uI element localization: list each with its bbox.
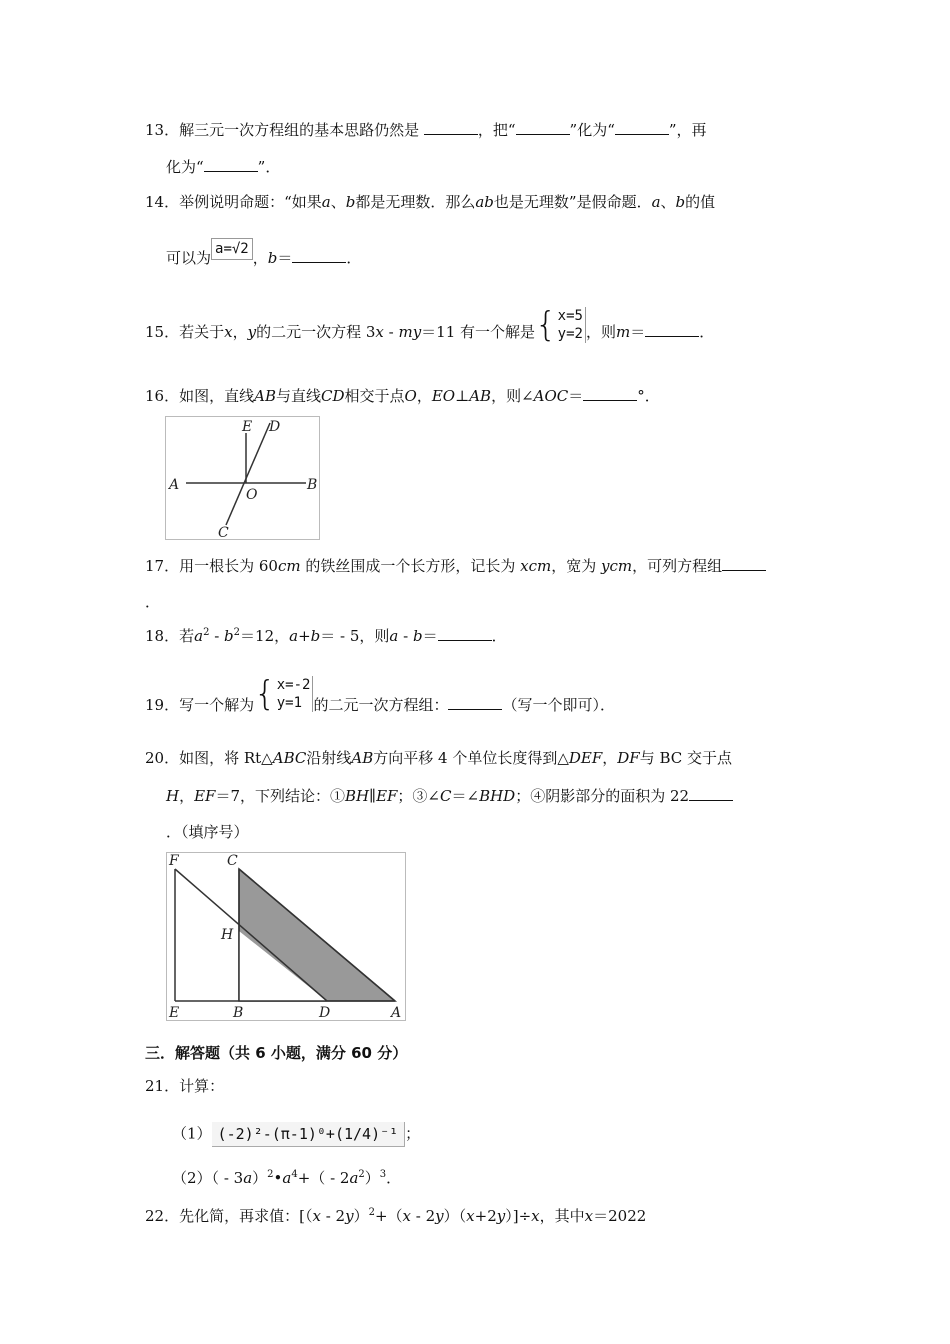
label-b: B (233, 1005, 244, 1021)
q13-number: 13． (145, 121, 180, 139)
label-d: D (269, 419, 281, 435)
q16-line: 16．如图，直线AB与直线CD相交于点O，EO⊥AB，则∠AOC＝ °． (145, 387, 660, 405)
q13-line2: 化为“ ”． (166, 158, 281, 176)
q16-figure (165, 416, 320, 540)
label-e: E (169, 1005, 180, 1021)
q19-line: 19．写一个解为 { x=-2 y=1 的二元一次方程组： （写一个即可）． (145, 674, 615, 714)
sqrt-expression: a=√2 (211, 238, 253, 260)
q18-number: 18． (145, 627, 180, 645)
q17-line1: 17．用一根长为 60cm 的铁丝围成一个长方形，记长为 xcm，宽为 ycm，可列方程组 (145, 556, 766, 576)
label-c: C (227, 853, 238, 869)
q19-number: 19． (145, 696, 180, 714)
q20-figure (166, 852, 406, 1021)
q14-number: 14． (145, 193, 180, 211)
q14-line1: 14．举例说明命题：“如果a、b都是无理数．那么ab也是无理数”是假命题．a、b的值 (145, 193, 716, 211)
q13-blank-3[interactable] (615, 120, 669, 135)
q20-blank[interactable] (689, 786, 733, 801)
q13-line1: 13．解三元一次方程组的基本思路仍然是 ，把“ ”化为“ ”，再 (145, 121, 707, 139)
q17-number: 17． (145, 557, 180, 575)
q18-line: 18．若$a^2 - b^2=12$，a+b＝ - 5，则a - b＝ ． (145, 627, 507, 645)
q14-blank[interactable] (292, 248, 346, 263)
line-cd (226, 423, 270, 525)
brace-icon: { (254, 674, 276, 714)
label-c: C (218, 525, 229, 540)
q22-number: 22． (145, 1207, 180, 1225)
label-b: B (307, 477, 318, 493)
label-a: A (391, 1005, 402, 1021)
q13-blank-4[interactable] (204, 157, 258, 172)
q19-blank[interactable] (448, 695, 502, 710)
q17-blank[interactable] (722, 556, 766, 571)
label-a: A (169, 477, 180, 493)
q22-line: 22．先化简，再求值：[（x - 2y）$^2$+（x - 2y）（x+2y）]÷x，其中x＝2022 (145, 1207, 647, 1225)
label-f: F (169, 853, 179, 869)
section-heading: 三．解答题（共 6 小题，满分 60 分） (145, 1044, 408, 1062)
brace-icon: { (535, 305, 557, 345)
q20-line1: 20．如图，将 Rt△ABC沿射线AB方向平移 4 个单位长度得到△DEF，DF与 BC 交于点 (145, 749, 733, 767)
q20-line3: ．（填序号） (166, 823, 249, 841)
q21-number: 21． (145, 1077, 180, 1095)
q15-equation-system: { x=5 y=2 (535, 307, 586, 343)
label-e: E (242, 419, 253, 435)
q19-equation-system: { x=-2 y=1 (254, 676, 313, 712)
q13-blank-1[interactable] (424, 120, 478, 135)
label-h: H (221, 927, 234, 943)
q21-part2: $(2)( - 3a)^2•a^4+( - 2a^2)^3$． (172, 1169, 402, 1187)
q16-number: 16． (145, 387, 180, 405)
q13-blank-2[interactable] (516, 120, 570, 135)
q20-line2: H，EF＝7，下列结论：①BH∥EF；③∠C＝∠BHD；④阴影部分的面积为 22 (166, 786, 733, 806)
label-o: O (246, 487, 258, 503)
q14-line2: 可以为 a=√2 ，b＝ ． (166, 248, 361, 270)
q21-part1-expression: (-2)²-(π-1)⁰+(1/4)⁻¹ (212, 1122, 406, 1147)
q17-line2: ． (145, 593, 161, 611)
q20-number: 20． (145, 749, 180, 767)
q21-line: 21．计算： (145, 1077, 225, 1095)
q15-blank[interactable] (645, 322, 699, 337)
label-d: D (319, 1005, 331, 1021)
q15-line: 15．若关于x，y的二元一次方程 3x - my＝11 有一个解是 { x=5 y=2 ，则m＝ ． (145, 305, 715, 345)
q16-blank[interactable] (583, 386, 637, 401)
q18-blank[interactable] (438, 626, 492, 641)
q21-part1: （1） (-2)²-(π-1)⁰+(1/4)⁻¹ ； (172, 1122, 420, 1147)
q15-number: 15． (145, 323, 180, 341)
